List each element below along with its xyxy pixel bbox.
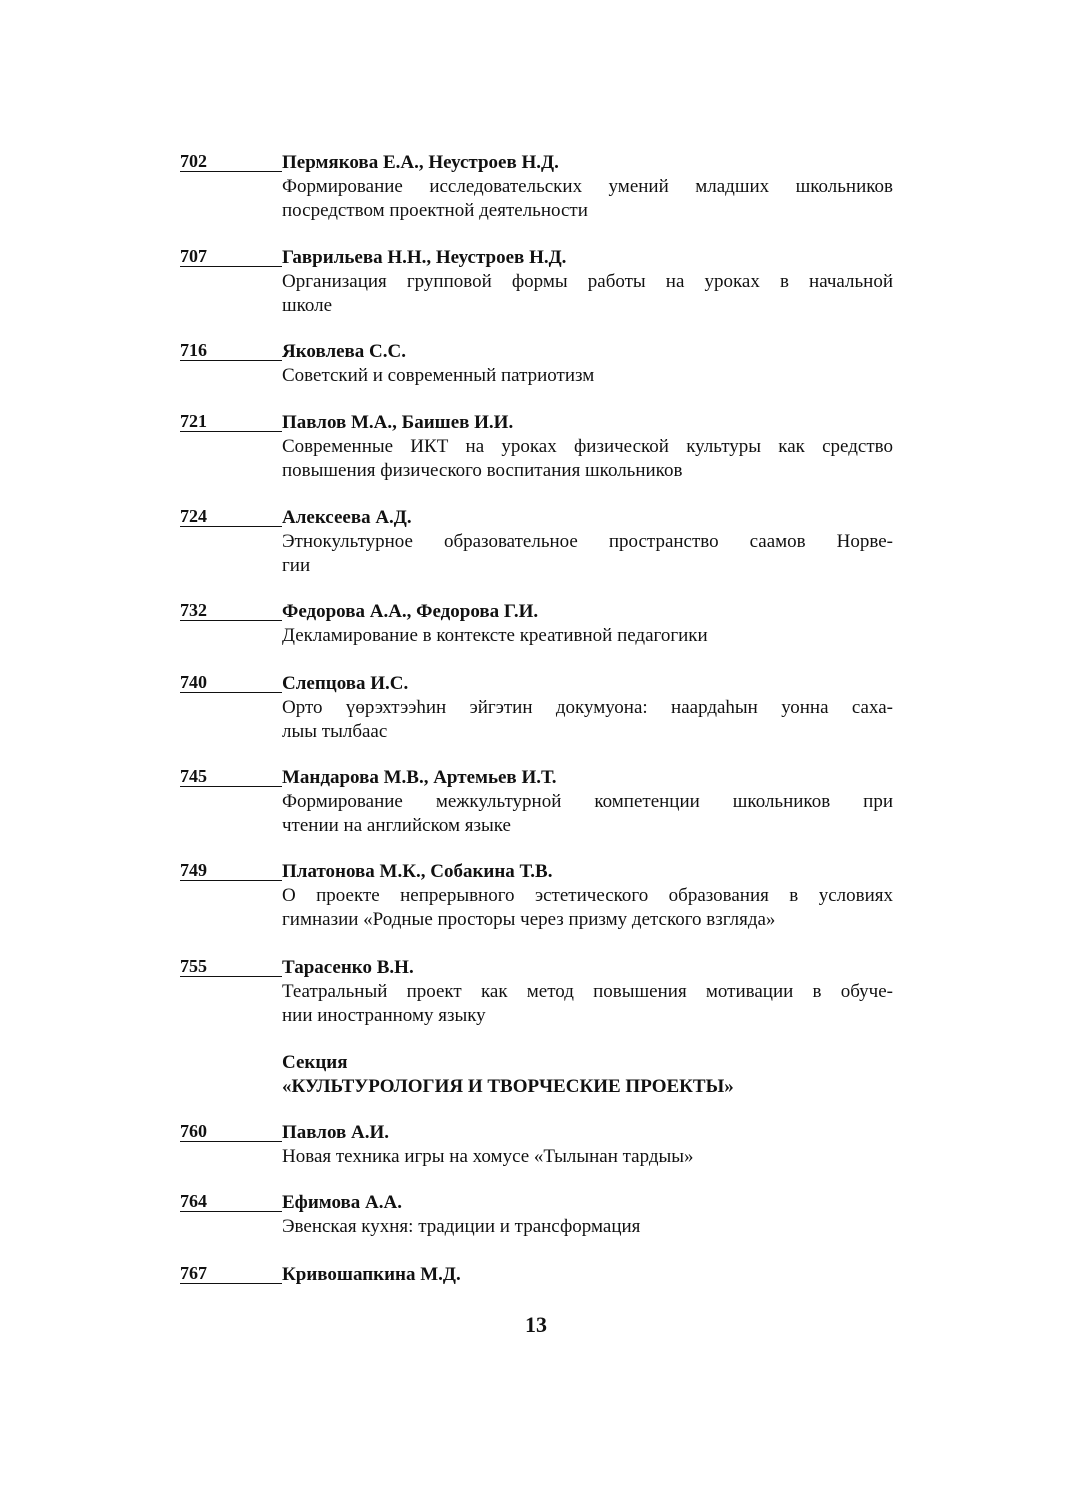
entry-page-number: 764 — [180, 1191, 282, 1212]
entry-page-number: 760 — [180, 1121, 282, 1142]
entry-title-line: Новая техника игры на хомусе «Тылынан тардыы» — [282, 1146, 694, 1167]
entry-authors: Алексеева А.Д. — [282, 507, 412, 528]
toc-entry — [180, 1263, 895, 1287]
entry-authors: Платонова М.К., Собакина Т.В. — [282, 861, 553, 882]
entry-title-line: чтении на английском языке — [282, 815, 511, 836]
entry-page-number: 745 — [180, 766, 282, 787]
toc-entry — [180, 672, 895, 744]
entry-title-line: Советский и современный патриотизм — [282, 365, 595, 386]
toc-entry — [180, 246, 895, 318]
entry-title-line: Современные ИКТ на уроках физической культуры как средство — [282, 436, 893, 457]
entry-authors: Тарасенко В.Н. — [282, 957, 414, 978]
entry-title-line: нии иностранному языку — [282, 1005, 486, 1026]
toc-entry — [180, 411, 895, 483]
entry-authors: Федорова А.А., Федорова Г.И. — [282, 601, 539, 622]
entry-authors: Яковлева С.С. — [282, 341, 407, 362]
entry-title-line: повышения физического воспитания школьников — [282, 460, 683, 481]
entry-title-line: Формирование межкультурной компетенции школьников при — [282, 791, 893, 812]
toc-entry — [180, 340, 895, 388]
entry-authors: Слепцова И.С. — [282, 673, 409, 694]
entry-title-line: лыы тылбаас — [282, 721, 388, 742]
entry-title-line: Орто үөрэхтээһин эйгэтин докумуона: наардаһын уонна саха- — [282, 697, 893, 718]
entry-title-line: Организация групповой формы работы на уроках в начальной — [282, 271, 893, 292]
page-number: 13 — [525, 1312, 547, 1337]
entry-page-number: 716 — [180, 340, 282, 361]
entry-authors: Кривошапкина М.Д. — [282, 1264, 461, 1285]
toc-entry — [180, 860, 895, 932]
entry-page-number: 740 — [180, 672, 282, 693]
entry-title-line: гии — [282, 555, 311, 576]
entry-authors: Пермякова Е.А., Неустроев Н.Д. — [282, 152, 559, 173]
entry-title-line: Эвенская кухня: традиции и трансформация — [282, 1216, 641, 1237]
entry-title-line: посредством проектной деятельности — [282, 200, 588, 221]
section-heading — [282, 1051, 734, 1099]
toc-entry — [180, 1191, 895, 1239]
entry-title-line: Театральный проект как метод повышения мотивации в обуче- — [282, 981, 893, 1002]
section-label: Секция — [282, 1052, 348, 1073]
entry-title-line: Декламирование в контексте креативной педагогики — [282, 625, 708, 646]
entry-authors: Мандарова М.В., Артемьев И.Т. — [282, 767, 557, 788]
entry-page-number: 721 — [180, 411, 282, 432]
entry-authors: Гаврильева Н.Н., Неустроев Н.Д. — [282, 247, 567, 268]
toc-entry — [180, 506, 895, 578]
entry-page-number: 755 — [180, 956, 282, 977]
entry-page-number: 767 — [180, 1263, 282, 1284]
toc-entry — [180, 151, 895, 223]
entry-page-number: 702 — [180, 151, 282, 172]
entry-authors: Ефимова А.А. — [282, 1192, 402, 1213]
entry-page-number: 749 — [180, 860, 282, 881]
entry-page-number: 732 — [180, 600, 282, 621]
entry-page-number: 724 — [180, 506, 282, 527]
section-title: «КУЛЬТУРОЛОГИЯ И ТВОРЧЕСКИЕ ПРОЕКТЫ» — [282, 1076, 734, 1097]
entry-authors: Павлов М.А., Баишев И.И. — [282, 412, 514, 433]
entry-authors: Павлов А.И. — [282, 1122, 389, 1143]
entry-title-line: Этнокультурное образовательное пространство саамов Норве- — [282, 531, 893, 552]
entry-title-line: гимназии «Родные просторы через призму детского взгляда» — [282, 909, 776, 930]
toc-entry — [180, 600, 895, 648]
entry-title-line: школе — [282, 295, 333, 316]
entry-page-number: 707 — [180, 246, 282, 267]
entry-title-line: О проекте непрерывного эстетического образования в условиях — [282, 885, 893, 906]
toc-entry — [180, 1121, 895, 1169]
entry-title-line: Формирование исследовательских умений младших школьников — [282, 176, 893, 197]
toc-entry — [180, 766, 895, 838]
toc-entry — [180, 956, 895, 1028]
